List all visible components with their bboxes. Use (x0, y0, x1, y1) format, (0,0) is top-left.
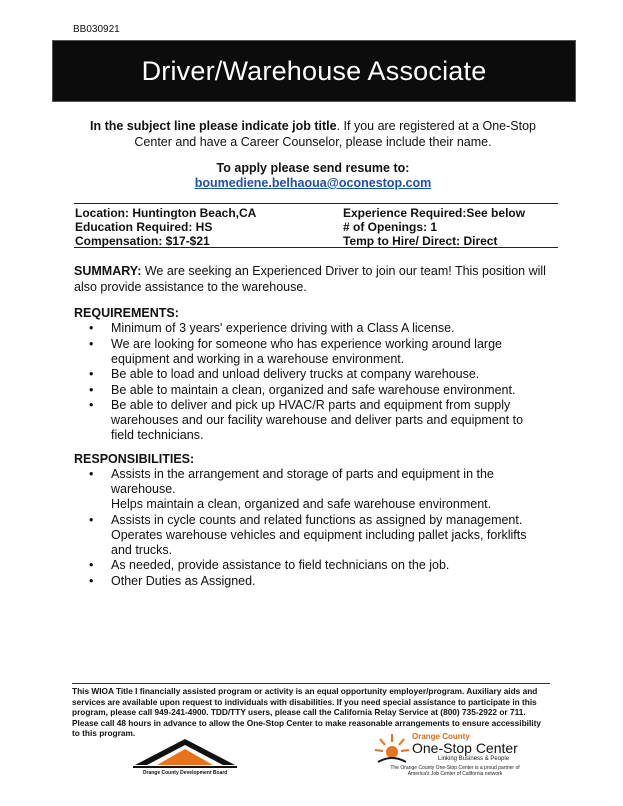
job-title: Driver/Warehouse Associate (141, 55, 487, 86)
sunburst-icon (372, 732, 412, 766)
info-experience: Experience Required:See below (343, 206, 526, 220)
eeo-disclaimer: This WIOA Title I financially assisted program or activity is an equal opportunity employer/program. Auxiliary aids and services are available upon request to individuals with disabilities. If you need special assistance to participate in this program, please call 949-241-4900. TDD/TTY users, please call the California Relay Service at (800) 735-2922 or 711. Please call 48 hours in advance to allow the One-Stop Center to make reasonable arrangements to ensure accessibility to this program. (72, 683, 550, 739)
info-compensation: Compensation: $17-$21 (75, 234, 210, 248)
apply-label: To apply please send resume to: (216, 161, 410, 175)
document-code: BB030921 (73, 24, 120, 35)
responsibility-item: • As needed, provide assistance to field technicians on the job. (89, 558, 450, 572)
summary-paragraph (74, 264, 558, 295)
requirements-list (74, 321, 544, 444)
one-stop-center-logo (372, 732, 532, 784)
roof-logo-icon (115, 733, 285, 775)
oc-development-board-logo (115, 733, 285, 775)
logo-right-top: Orange County (412, 732, 470, 741)
requirement-item: • Be able to load and unload delivery trucks at company warehouse. (89, 367, 480, 381)
logo-right-note: The Orange County One-Stop Center is a proud partner of America's Job Center of California network (390, 765, 520, 777)
logo-right-main: One-Stop Center (412, 740, 518, 756)
intro-text (70, 119, 556, 150)
responsibilities-heading: RESPONSIBILITIES: (74, 452, 195, 466)
info-openings: # of Openings: 1 (343, 220, 438, 234)
job-title-banner (52, 40, 576, 102)
apply-block (70, 161, 556, 191)
requirements-heading: REQUIREMENTS: (74, 306, 179, 320)
job-info-box (74, 203, 558, 248)
info-right-column (343, 206, 525, 248)
logo-left-text: Orange County Development Board (142, 770, 228, 775)
requirement-item: • We are looking for someone who has experience working around large equipment and working in a warehouse environment. (89, 336, 502, 366)
responsibility-item: • Assists in the arrangement and storage of parts and equipment in the warehouse. Helps maintain a clean, organized and safe warehouse environment. (89, 467, 494, 511)
requirement-item: • Minimum of 3 years' experience driving with a Class A license. (89, 321, 455, 335)
requirement-item: • Be able to maintain a clean, organized and safe warehouse environment. (89, 382, 516, 397)
info-location: Location: Huntington Beach,CA (75, 206, 257, 220)
summary-label: SUMMARY: (74, 264, 142, 278)
responsibility-item: • Assists in cycle counts and related functions as assigned by management. Operates warehouse vehicles and equipment including pallet jacks, forklifts and trucks. (89, 512, 527, 557)
summary-text: We are seeking an Experienced Driver to join our team! This position will also provide assistance to the warehouse. (74, 264, 546, 294)
responsibility-item: • Other Duties as Assigned. (89, 573, 256, 588)
responsibilities-list (74, 467, 544, 589)
intro-rest: . If you are registered at a One-Stop Center and have a Career Counselor, please include their name. (134, 119, 536, 149)
info-left-column (75, 206, 256, 248)
intro-bold: In the subject line please indicate job title (89, 119, 337, 133)
apply-email-link[interactable]: boumediene.belhaoua@oconestop.com (194, 176, 432, 190)
logo-right-tagline: Linking Business & People (438, 756, 510, 762)
info-hire-type: Temp to Hire/ Direct: Direct (343, 234, 498, 248)
info-education: Education Required: HS (75, 220, 213, 234)
requirement-item: • Be able to deliver and pick up HVAC/R parts and equipment from supply warehouses and our facility warehouse and deliver parts and equipment to field technicians. (89, 398, 524, 442)
